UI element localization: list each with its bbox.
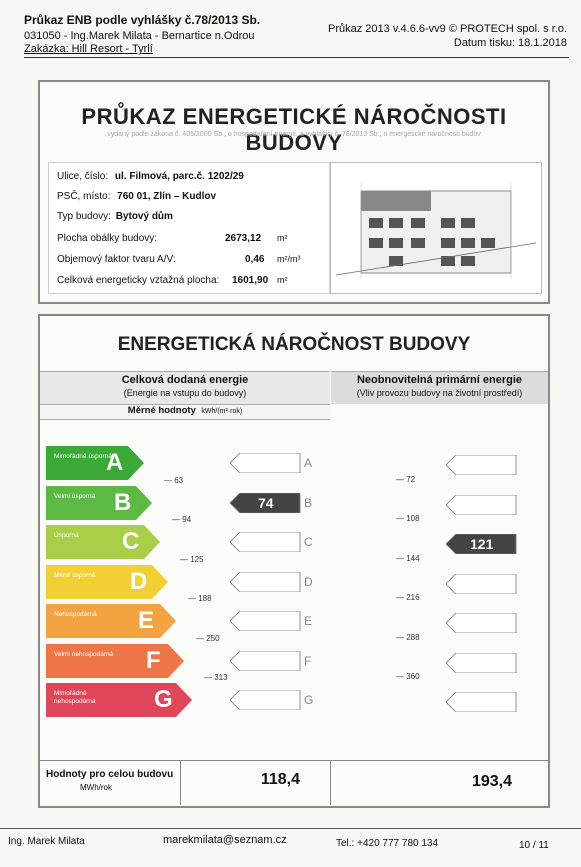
energy-class-d bbox=[46, 565, 170, 599]
primary-threshold: — 288 bbox=[396, 632, 420, 642]
software-version: Průkaz 2013 v.4.6.6-vv9 © PROTECH spol. s r.o. bbox=[328, 23, 567, 35]
print-date: Datum tisku: 18.1.2018 bbox=[453, 37, 567, 49]
energy-class-label: Úsporná bbox=[54, 532, 79, 539]
primary-total-cell bbox=[331, 761, 548, 805]
energy-class-letter: G bbox=[154, 686, 173, 713]
area-value: 2673,12 bbox=[225, 233, 262, 244]
energy-class-arrow bbox=[46, 604, 178, 638]
energy-class-letter: A bbox=[106, 449, 124, 476]
primary-threshold: — 360 bbox=[396, 672, 420, 681]
area-row bbox=[57, 233, 157, 244]
document-title: Průkaz ENB podle vyhlášky č.78/2013 Sb. bbox=[24, 13, 261, 27]
primary-energy-title: Neobnovitelná primární energie bbox=[356, 374, 523, 386]
primary-energy-subtitle: (Vliv provozu budovy na životní prostředí) bbox=[356, 388, 523, 398]
factor-label: Objemový faktor tvaru A/V: bbox=[57, 254, 176, 265]
energy-class-e bbox=[46, 604, 178, 638]
city-value: 760 01, Zlín – Kudlov bbox=[117, 191, 217, 202]
empty-indicator-right bbox=[446, 574, 526, 594]
certificate-title: PRŮKAZ ENERGETICKÉ NÁROČNOSTI BUDOVY bbox=[81, 104, 507, 155]
author-line: 031050 - Ing.Marek Milata - Bernartice n.Odrou bbox=[24, 30, 255, 42]
indicator-class-letter: G bbox=[304, 693, 314, 707]
delivered-energy-title: Celková dodaná energie bbox=[121, 374, 249, 386]
delivered-energy-subtitle: (Energie na vstupu do budovy) bbox=[123, 388, 247, 398]
delivered-total-value: 118,4 bbox=[260, 771, 300, 788]
energy-class-letter: D bbox=[130, 567, 148, 595]
area-label: Plocha obálky budovy: bbox=[57, 233, 158, 244]
empty-indicator-left bbox=[230, 532, 310, 552]
empty-indicator-left bbox=[230, 690, 310, 710]
specific-values-unit: kWh/(m²·rok) bbox=[201, 408, 243, 415]
empty-indicator-right bbox=[446, 495, 526, 515]
delivered-energy-header bbox=[40, 371, 330, 404]
energy-class-label: Méně úsporná bbox=[54, 571, 96, 579]
type-row bbox=[57, 211, 173, 222]
empty-indicator-left bbox=[230, 651, 310, 671]
page-number: 10 / 11 bbox=[519, 840, 549, 851]
ref-area-row bbox=[57, 275, 219, 286]
footer-phone: Tel.: +420 777 780 134 bbox=[336, 838, 439, 849]
primary-energy-indicator bbox=[446, 534, 526, 554]
indicator-class-letter: D bbox=[304, 574, 313, 589]
empty-indicator-right bbox=[446, 613, 526, 633]
energy-class-arrow bbox=[46, 565, 170, 599]
energy-class-arrow bbox=[46, 446, 146, 480]
building-image bbox=[330, 162, 542, 294]
energy-class-label: Nehospodárná bbox=[54, 611, 97, 618]
street-value: ul. Filmová, parc.č. 1202/29 bbox=[114, 171, 244, 182]
rating-title: ENERGETICKÁ NÁROČNOST BUDOVY bbox=[117, 334, 471, 355]
energy-class-arrow bbox=[46, 525, 162, 559]
energy-class-letter: E bbox=[138, 607, 155, 634]
energy-class-g bbox=[46, 683, 194, 717]
primary-threshold: — 144 bbox=[396, 553, 420, 563]
energy-class-label: Mimořádně úsporná bbox=[54, 453, 112, 460]
energy-class-b bbox=[46, 486, 154, 520]
area-unit: m² bbox=[277, 233, 288, 243]
whole-building-label: Hodnoty pro celou budovu bbox=[46, 769, 174, 780]
primary-energy-value: 121 bbox=[470, 536, 494, 552]
ref-area-label: Celková energeticky vztažná plocha: bbox=[57, 275, 220, 286]
energy-class-label: Velmi úsporná bbox=[54, 492, 96, 500]
ref-area-value: 1601,90 bbox=[232, 275, 269, 286]
energy-class-letter: C bbox=[122, 528, 140, 555]
primary-threshold: — 216 bbox=[396, 593, 420, 602]
delivered-total-cell bbox=[180, 761, 331, 805]
city-label: PSČ, místo: bbox=[57, 191, 111, 202]
energy-class-a bbox=[46, 446, 146, 480]
certificate-subtitle: vydaný podle zákona č. 406/2000 Sb., o hospodaření energií, a vyhlášky č. 78/2013 Sb., o energetické náročnosti budov bbox=[107, 131, 481, 138]
energy-class-label: Velmi nehospodárná bbox=[54, 650, 114, 658]
delivered-threshold: — 63 bbox=[164, 475, 184, 485]
empty-indicator-left bbox=[230, 572, 310, 592]
street-label: Ulice, číslo: bbox=[57, 171, 109, 182]
type-value: Bytový dům bbox=[115, 211, 173, 222]
header-divider bbox=[24, 57, 569, 58]
indicator-class-letter: A bbox=[304, 456, 313, 470]
delivered-threshold: — 94 bbox=[172, 515, 192, 524]
rating-box bbox=[38, 314, 550, 808]
primary-total-value: 193,4 bbox=[471, 773, 512, 790]
whole-building-unit: MWh/rok bbox=[80, 783, 112, 792]
city-row bbox=[57, 191, 216, 202]
delivered-threshold: — 313 bbox=[204, 673, 228, 682]
street-row bbox=[57, 171, 244, 182]
empty-indicator-left bbox=[230, 611, 313, 631]
factor-unit: m²/m³ bbox=[277, 254, 301, 264]
specific-values-label: Měrné hodnoty bbox=[127, 405, 196, 416]
delivered-energy-value: 74 bbox=[258, 494, 274, 511]
certificate-box bbox=[38, 80, 550, 304]
energy-class-label: Mimořádně nehospodárná bbox=[54, 690, 96, 705]
factor-row bbox=[57, 254, 176, 265]
energy-class-arrow bbox=[46, 486, 154, 520]
delivered-threshold: — 250 bbox=[196, 633, 220, 643]
primary-threshold: — 108 bbox=[396, 514, 420, 523]
empty-indicator-left bbox=[230, 453, 313, 473]
footer-email: marekmilata@seznam.cz bbox=[163, 834, 287, 846]
specific-values-row bbox=[40, 404, 330, 420]
empty-indicator-right bbox=[446, 653, 526, 673]
empty-indicator-right bbox=[446, 455, 526, 475]
footer-divider bbox=[0, 828, 581, 829]
indicator-class-letter: B bbox=[304, 495, 313, 510]
whole-building-row bbox=[40, 760, 548, 805]
primary-energy-header bbox=[331, 371, 548, 404]
delivered-threshold: — 125 bbox=[180, 554, 204, 564]
job-line: Zakázka: Hill Resort - Tyrlí bbox=[24, 43, 153, 55]
whole-building-label-cell bbox=[40, 761, 181, 805]
energy-class-f bbox=[46, 644, 186, 678]
primary-threshold: — 72 bbox=[396, 474, 416, 484]
energy-class-letter: F bbox=[146, 646, 161, 674]
delivered-threshold: — 188 bbox=[188, 594, 212, 603]
footer-name: Ing. Marek Milata bbox=[8, 836, 85, 847]
indicator-class-letter: E bbox=[304, 614, 313, 628]
delivered-energy-indicator bbox=[230, 493, 313, 513]
energy-class-arrow bbox=[46, 644, 186, 678]
building-info-panel bbox=[48, 162, 330, 294]
energy-class-letter: B bbox=[114, 488, 132, 516]
energy-class-c bbox=[46, 525, 162, 559]
empty-indicator-right bbox=[446, 692, 526, 712]
type-label: Typ budovy: bbox=[57, 211, 111, 222]
indicator-class-letter: F bbox=[304, 653, 312, 668]
indicator-class-letter: C bbox=[304, 535, 313, 549]
ref-area-unit: m² bbox=[277, 275, 288, 285]
factor-value: 0,46 bbox=[245, 254, 265, 265]
